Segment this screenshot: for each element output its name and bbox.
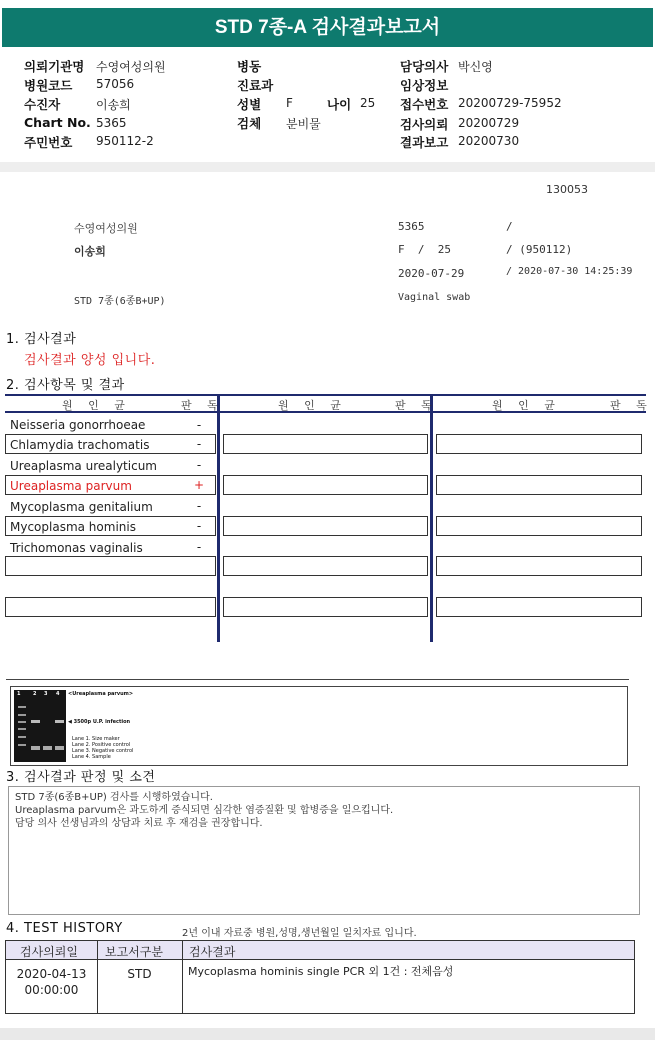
ward-label: 병동 bbox=[237, 59, 262, 74]
row-box-3-10 bbox=[436, 597, 642, 617]
patient-value: 이송희 bbox=[96, 98, 131, 112]
organism-name-3: Ureaplasma urealyticum bbox=[10, 459, 157, 473]
row-box-1-10 bbox=[5, 597, 216, 617]
organism-name-2: Chlamydia trachomatis bbox=[10, 438, 150, 452]
chart-no-label: Chart No. bbox=[24, 115, 91, 130]
gel-lane-2: 2 bbox=[33, 691, 37, 697]
table-col-divider-2 bbox=[430, 396, 433, 642]
report-date-label: 결과보고 bbox=[400, 135, 449, 150]
history-header-result: 검사결과 bbox=[189, 945, 236, 959]
doctor-value: 박신영 bbox=[458, 60, 493, 74]
specimen-value: 분비물 bbox=[286, 117, 321, 131]
col-header-organism-3: 원 인 균 bbox=[492, 399, 561, 412]
age-label: 나이 bbox=[327, 97, 352, 112]
organism-result-7: - bbox=[196, 540, 202, 554]
gel-lane-1: 1 bbox=[17, 691, 21, 697]
history-result: Mycoplasma hominis single PCR 외 1건 : 전체음성 bbox=[188, 965, 454, 978]
gel-legend-2: Lane 2. Positive control bbox=[72, 742, 131, 748]
info-birth: / (950112) bbox=[506, 243, 573, 256]
organism-name-5: Mycoplasma genitalium bbox=[10, 500, 153, 514]
patient-label: 수진자 bbox=[24, 97, 61, 112]
request-date-label: 검사의뢰 bbox=[400, 117, 449, 132]
section3-title: 3. 검사결과 판정 및 소견 bbox=[6, 770, 156, 785]
organism-result-2: - bbox=[196, 437, 202, 451]
hospital-code-value: 57056 bbox=[96, 77, 135, 91]
info-collect-date: 2020-07-29 bbox=[398, 267, 465, 280]
request-date-value: 20200729 bbox=[458, 116, 520, 130]
section2-title: 2. 검사항목 및 결과 bbox=[6, 378, 125, 393]
section4-title: 4. TEST HISTORY bbox=[6, 921, 123, 936]
row-box-1-8 bbox=[5, 556, 216, 576]
gel-lane-4: 4 bbox=[56, 691, 60, 697]
row-box-2-4 bbox=[223, 475, 428, 495]
receipt-no-label: 접수번호 bbox=[400, 97, 449, 112]
info-specimen: Vaginal swab bbox=[398, 292, 471, 303]
clinical-info-label: 임상정보 bbox=[400, 78, 449, 93]
info-report-datetime: / 2020-07-30 14:25:39 bbox=[506, 266, 633, 277]
organism-result-4-positive: + bbox=[193, 478, 205, 492]
history-type: STD bbox=[127, 967, 152, 981]
opinion-line-1: STD 7종(6종B+UP) 검사를 시행하였습니다. bbox=[15, 792, 213, 803]
organism-name-6: Mycoplasma hominis bbox=[10, 520, 136, 534]
header-separator bbox=[0, 162, 655, 172]
opinion-line-3: 담당 의사 선생님과의 상담과 치료 후 재검을 권장합니다. bbox=[15, 818, 263, 829]
hospital-code-label: 병원코드 bbox=[24, 78, 73, 93]
receipt-no-value: 20200729-75952 bbox=[458, 96, 562, 110]
table-top-line bbox=[5, 394, 646, 396]
row-box-2-10 bbox=[223, 597, 428, 617]
col-header-judgement-3: 판 독 bbox=[610, 399, 653, 412]
department-label: 진료과 bbox=[237, 78, 274, 93]
organism-result-5: - bbox=[196, 499, 202, 513]
page-bottom-margin bbox=[0, 1028, 655, 1040]
info-sex-age: F / 25 bbox=[398, 243, 451, 256]
positive-result-text: 검사결과 양성 입니다. bbox=[24, 353, 156, 368]
organism-result-1: - bbox=[196, 418, 202, 432]
info-institution: 수영여성의원 bbox=[74, 222, 138, 235]
history-date: 2020-04-13 bbox=[16, 967, 87, 981]
report-date-value: 20200730 bbox=[458, 134, 520, 148]
col-header-organism-2: 원 인 균 bbox=[278, 399, 347, 412]
gel-top-rule bbox=[6, 679, 629, 680]
organism-name-4-positive: Ureaplasma parvum bbox=[10, 479, 132, 493]
resident-id-value: 950112-2 bbox=[96, 134, 154, 148]
chart-no-value: 5365 bbox=[96, 116, 127, 130]
table-col-divider-1 bbox=[217, 396, 220, 642]
history-time: 00:00:00 bbox=[24, 983, 79, 997]
organism-name-7: Trichomonas vaginalis bbox=[10, 541, 143, 555]
row-box-3-8 bbox=[436, 556, 642, 576]
gel-legend-4: Lane 4. Sample bbox=[72, 754, 111, 760]
info-chart-no: 5365 bbox=[398, 220, 425, 233]
specimen-label: 검체 bbox=[237, 116, 262, 131]
col-header-judgement-1: 판 독 bbox=[181, 399, 224, 412]
report-title: STD 7종-A 검사결과보고서 bbox=[2, 8, 653, 47]
col-header-organism-1: 원 인 균 bbox=[62, 399, 131, 412]
sex-label: 성별 bbox=[237, 97, 262, 112]
info-test-name: STD 7종(6종B+UP) bbox=[74, 296, 166, 307]
history-note: 2년 이내 자료중 병원,성명,생년월일 일치자료 입니다. bbox=[182, 928, 417, 939]
institution-value: 수영여성의원 bbox=[96, 60, 166, 74]
info-patient: 이송희 bbox=[74, 245, 106, 258]
gel-electrophoresis-image bbox=[14, 690, 66, 762]
row-box-3-2 bbox=[436, 434, 642, 454]
row-box-2-2 bbox=[223, 434, 428, 454]
report-number: 130053 bbox=[546, 183, 588, 196]
opinion-box bbox=[8, 786, 640, 915]
history-table-header bbox=[5, 940, 635, 960]
organism-name-1: Neisseria gonorrhoeae bbox=[10, 418, 146, 432]
row-box-2-6 bbox=[223, 516, 428, 536]
gel-legend-1: Lane 1. Size maker bbox=[72, 736, 120, 742]
doctor-label: 담당의사 bbox=[400, 59, 449, 74]
organism-result-3: - bbox=[196, 458, 202, 472]
institution-label: 의뢰기관명 bbox=[24, 59, 85, 74]
section1-title: 1. 검사결과 bbox=[6, 332, 77, 347]
row-box-2-8 bbox=[223, 556, 428, 576]
row-box-3-4 bbox=[436, 475, 642, 495]
resident-id-label: 주민번호 bbox=[24, 135, 73, 150]
history-table-row bbox=[5, 960, 635, 1014]
gel-arrow-label: ◀ 3500p U.P. infection bbox=[68, 719, 131, 725]
gel-legend-3: Lane 3. Negative control bbox=[72, 748, 134, 754]
organism-result-6: - bbox=[196, 519, 202, 533]
gel-lane-3: 3 bbox=[44, 691, 48, 697]
gel-caption: <Ureaplasma parvum> bbox=[68, 691, 134, 697]
age-value: 25 bbox=[360, 96, 376, 110]
info-slash: / bbox=[506, 220, 513, 233]
sex-value: F bbox=[286, 96, 293, 110]
row-box-3-6 bbox=[436, 516, 642, 536]
opinion-line-2: Ureaplasma parvum은 과도하게 증식되면 심각한 염증질환 및 합병증을 일으킵니다. bbox=[15, 805, 394, 816]
history-header-type: 보고서구분 bbox=[105, 945, 163, 959]
history-header-date: 검사의뢰일 bbox=[20, 945, 78, 959]
col-header-judgement-2: 판 독 bbox=[395, 399, 438, 412]
